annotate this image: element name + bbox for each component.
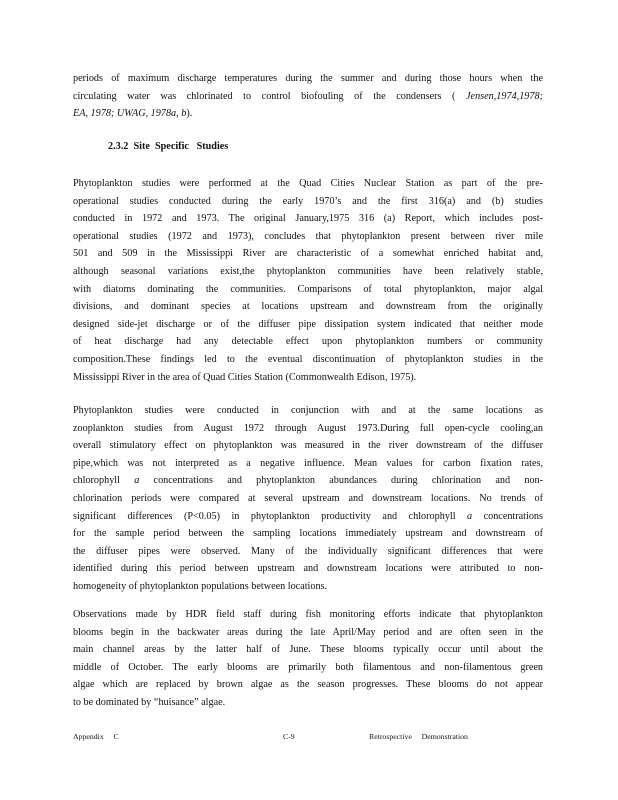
text-line: Phytoplankton studies were performed at the Quad Cities Nuclear Station as part of the pre- <box>73 178 543 189</box>
text-line: although seasonal variations exist,the phytoplankton communities have been relatively stable, <box>73 265 543 277</box>
paragraph-site-specific-2 <box>73 402 543 596</box>
text-line: middle of October. The early blooms are primarily both filamentous and non-filamentous green <box>73 661 543 673</box>
text-line: chlorination periods were compared at several upstream and downstream locations. No trends of <box>73 492 543 504</box>
text-line: algae which are replaced by brown algae as the season progresses. These blooms do not appear <box>73 679 543 691</box>
text-line: conducted in 1972 and 1973. The original January,1975 316 (a) Report, which includes post- <box>73 213 543 225</box>
text-line: blooms begin in the backwater areas during the late April/May period and are often seen in the <box>73 626 543 638</box>
text-line: composition.These findings led to the eventual discontinuation of phytoplankton studies in the <box>73 353 543 365</box>
text-line: the diffuser pipes were observed. Many of the individually significant differences that were <box>73 545 543 557</box>
paragraph-intro-continuation <box>73 70 543 123</box>
footer-right: Retrospective Demonstration <box>369 732 468 741</box>
footer-page-number: C-9 <box>283 732 295 741</box>
text-line: Phytoplankton studies were conducted in conjunction with and at the same locations as <box>73 405 543 416</box>
section-heading <box>108 141 228 152</box>
section-number: 2.3.2 <box>108 141 129 152</box>
footer-left: Appendix C <box>73 732 119 741</box>
text-line: operational studies conducted during the early 1970’s and the first 316(a) and (b) studies <box>73 195 543 207</box>
text-line: periods of maximum discharge temperatures during the summer and during those hours when the <box>73 73 543 84</box>
text-line: pipe,which was not interpreted as a negative influence. Mean values for carbon fixation rates, <box>73 457 543 469</box>
text-line: significant differences (P<0.05) in phytoplankton productivity and chlorophyll a concentrations <box>73 510 543 522</box>
text-line: 501 and 509 in the Mississippi River are characteristic of a somewhat enriched habitat and, <box>73 248 543 260</box>
text-line: chlorophyll a concentrations and phytoplankton abundances during chlorination and non- <box>73 475 543 487</box>
section-title: Site Specific Studies <box>133 141 229 152</box>
text-line: to be dominated by “huisance” algae. <box>73 696 226 708</box>
text-line: zooplankton studies from August 1972 through August 1973.During full open-cycle cooling,an <box>73 422 543 434</box>
text-line: of heat discharge had any detectable effect upon phytoplankton numbers or community <box>73 336 543 348</box>
text-line: circulating water was chlorinated to control biofouling of the condensers ( Jensen,1974,1978; <box>73 90 543 102</box>
text-line: homogeneity of phytoplankton populations between locations. <box>73 580 328 592</box>
text-line: with diatoms dominating the communities. Comparisons of total phytoplankton, major algal <box>73 283 543 295</box>
text-line: Observations made by HDR field staff during fish monitoring efforts indicate that phytoplankton <box>73 609 543 620</box>
text-line: EA, 1978; UWAG, 1978a, b). <box>73 108 193 120</box>
text-line: operational studies (1972 and 1973), concludes that phytoplankton present between river mile <box>73 230 543 242</box>
text-line: Mississippi River in the area of Quad Cities Station (Commonwealth Edison, 1975). <box>73 371 417 383</box>
text-line: main channel areas by the latter half of June. These blooms typically occur until about the <box>73 644 543 656</box>
paragraph-site-specific-1 <box>73 175 543 386</box>
text-line: identified during this period between upstream and downstream locations were attributed to non- <box>73 563 543 575</box>
paragraph-site-specific-3 <box>73 606 543 712</box>
text-line: divisions, and dominant species at locations upstream and downstream from the originally <box>73 301 543 313</box>
text-line: for the sample period between the sampling locations immediately upstream and downstream of <box>73 528 543 540</box>
text-line: designed side-jet discharge or of the diffuser pipe dissipation system indicated that neither mode <box>73 318 543 330</box>
text-line: overall stimulatory effect on phytoplankton was measured in the river downstream of the diffuser <box>73 440 543 452</box>
